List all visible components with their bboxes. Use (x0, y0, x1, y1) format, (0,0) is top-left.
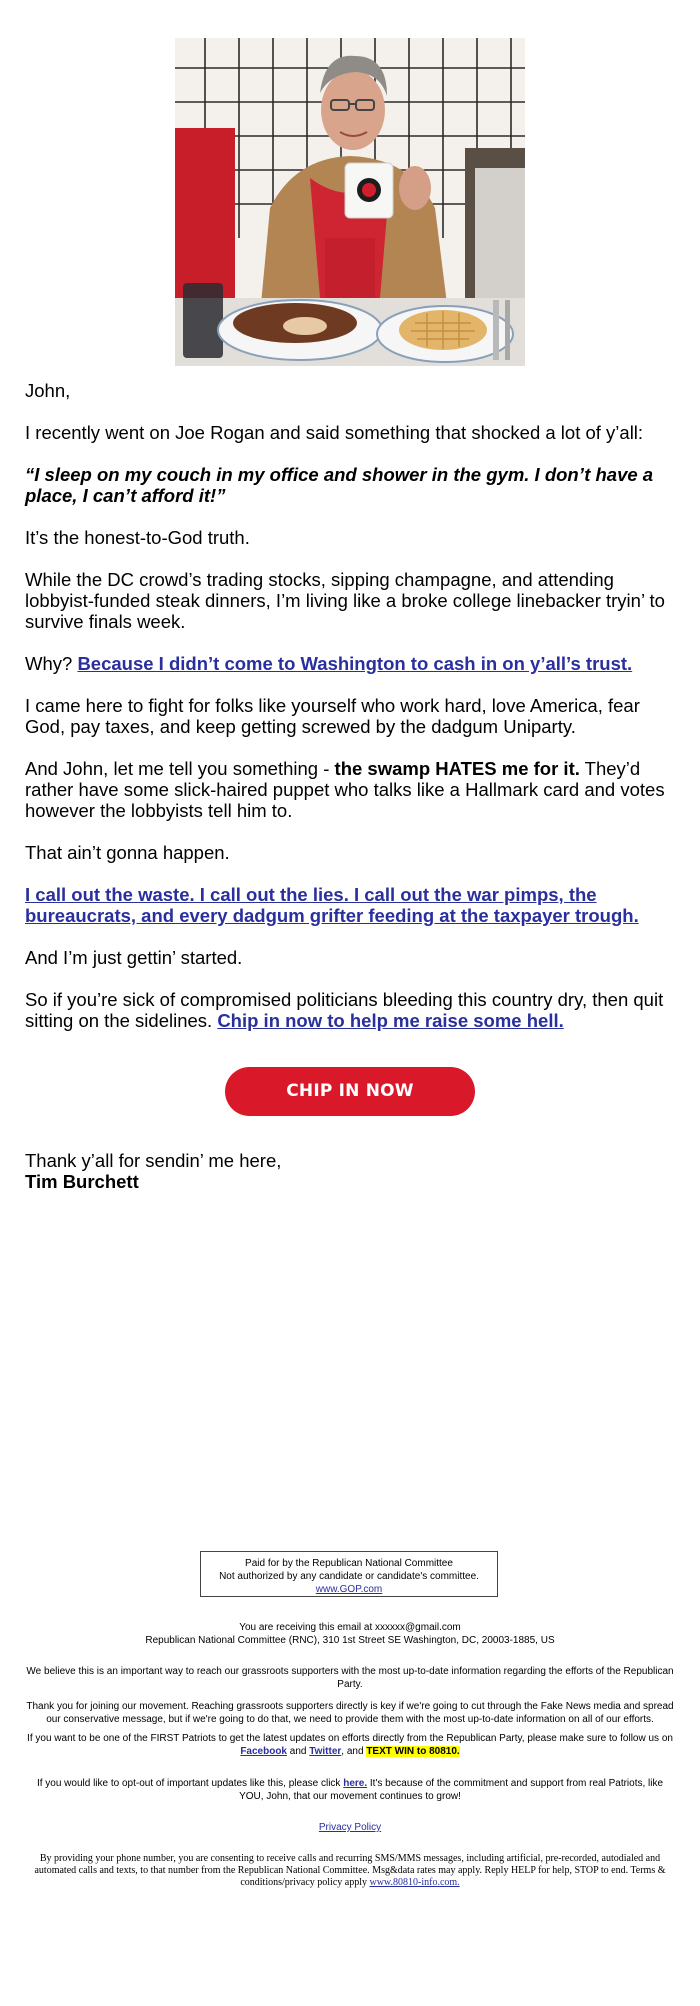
why-prefix: Why? (25, 653, 78, 674)
footer-optout (25, 1778, 675, 1803)
follow-prefix: If you want to be one of the FIRST Patriots to get the latest updates on efforts directly from the Republican Party, please make sure to follow us on (27, 1733, 673, 1744)
rogan-quote: “I sleep on my couch in my office and shower in the gym. I don’t have a place, I can’t afford it!” (25, 464, 654, 506)
optout-here-link[interactable]: here. (343, 1778, 368, 1789)
paragraph-chip-in (25, 989, 675, 1031)
follow-and-1: and (287, 1745, 310, 1757)
text-win-highlight: TEXT WIN to 80810. (366, 1745, 460, 1757)
paragraph-swamp (25, 758, 675, 821)
gop-link[interactable]: www.GOP.com (315, 1584, 383, 1595)
signoff (25, 1150, 281, 1192)
privacy-policy-link[interactable]: Privacy Policy (318, 1822, 382, 1833)
paragraph-call-out (25, 884, 675, 926)
cta-container (225, 1067, 475, 1116)
paragraph-fight: I came here to fight for folks like yourself who work hard, love America, fear God, pay taxes, and keep getting screwed by the dadgum Uniparty. (25, 695, 640, 737)
footer-follow (25, 1733, 675, 1758)
paid-for-line: Paid for by the Republican National Committee (245, 1558, 453, 1569)
chip-in-now-button[interactable]: CHIP IN NOW (225, 1067, 475, 1116)
greeting: John, (25, 380, 71, 401)
paragraph-why (25, 653, 675, 674)
not-authorized-line: Not authorized by any candidate or candidate's committee. (219, 1571, 479, 1582)
footer-privacy (25, 1822, 675, 1835)
paragraph-truth: It’s the honest-to-God truth. (25, 527, 250, 548)
signoff-line: Thank y’all for sendin’ me here, (25, 1150, 282, 1171)
hero-photo (175, 38, 525, 366)
facebook-link[interactable]: Facebook (240, 1745, 287, 1757)
footer-thanks: Thank you for joining our movement. Reaching grassroots supporters directly is key if we're going to cut through the Fake News media and spread our conservative message, but if we're going to do that, we need to provide them with the most up-to-date information on all of our efforts. (26, 1701, 674, 1725)
terms-info-link[interactable]: www.80810-info.com. (369, 1877, 460, 1888)
paragraph-just-started: And I’m just gettin’ started. (25, 947, 243, 968)
paragraph-dc-crowd: While the DC crowd’s trading stocks, sipping champagne, and attending lobbyist-funded steak dinners, I’m living like a broke college linebacker tryin’ to survive finals week. (25, 569, 665, 632)
paid-for-box (200, 1551, 498, 1597)
chip-in-link[interactable]: Chip in now to help me raise some hell. (217, 1010, 564, 1031)
footer-receiving (25, 1622, 675, 1647)
legal-text: By providing your phone number, you are consenting to receive calls and recurring SMS/MMS messages, including artificial, pre-recorded, autodialed and automated calls and texts, to that number from the Republican National Committee. Msg&data rates may apply. Reply HELP for help, STOP to end. Terms & conditions/privacy policy apply (34, 1853, 666, 1888)
swamp-prefix: And John, let me tell you something - (25, 758, 335, 779)
rnc-address: Republican National Committee (RNC), 310 1st Street SE Washington, DC, 20003-1885, US (145, 1634, 555, 1646)
paragraph-intro: I recently went on Joe Rogan and said something that shocked a lot of y’all: (25, 422, 644, 443)
swamp-suffix: They’d rather have some slick-haired puppet who talks like a Hallmark card and votes however the lobbyists tell him to. (25, 758, 665, 821)
swamp-bold: the swamp HATES me for it. (334, 758, 580, 779)
hero-photo-illustration (175, 38, 525, 366)
footer-legal (25, 1853, 675, 1889)
letter-body (25, 380, 675, 1052)
chip-in-prefix: So if you’re sick of compromised politicians bleeding this country dry, then quit sitting on the sidelines. (25, 989, 664, 1031)
call-out-link[interactable]: I call out the waste. I call out the lies. I call out the war pimps, the bureaucrats, and every dadgum grifter feeding at the taxpayer trough. (25, 884, 639, 926)
optout-prefix: If you would like to opt-out of important updates like this, please click (36, 1778, 344, 1789)
optout-suffix: It's because of the commitment and support from real Patriots, like YOU, John, that our movement continues to grow! (239, 1778, 664, 1802)
receiving-email-line: You are receiving this email at xxxxxx@gmail.com (239, 1622, 461, 1633)
signer-name: Tim Burchett (25, 1171, 139, 1192)
follow-and-2: , and (341, 1745, 367, 1757)
twitter-link[interactable]: Twitter (309, 1745, 342, 1757)
paragraph-aint-gonna-happen: That ain’t gonna happen. (25, 842, 230, 863)
footer-believe: We believe this is an important way to reach our grassroots supporters with the most up-to-date information regarding the efforts of the Republican Party. (26, 1666, 674, 1690)
cash-in-link[interactable]: Because I didn’t come to Washington to cash in on y’all’s trust. (77, 653, 633, 674)
